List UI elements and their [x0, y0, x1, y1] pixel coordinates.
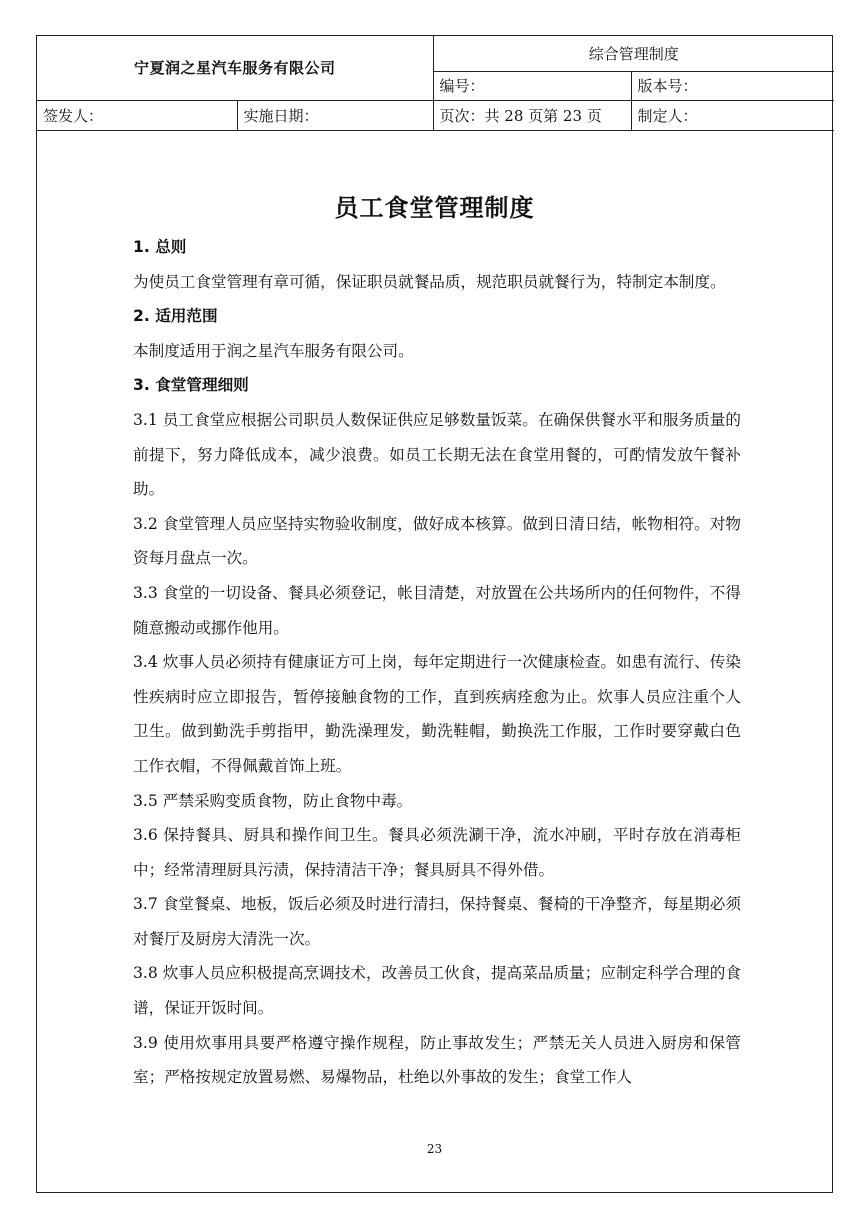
page-number: 23	[426, 1142, 443, 1156]
paragraph: 3.2 食堂管理人员应坚持实物验收制度，做好成本核算。做到日清日结，帐物相符。对物资每月盘点一次。	[133, 514, 741, 568]
section-heading: 2. 适用范围	[133, 307, 218, 326]
paragraph: 3.4 炊事人员必须持有健康证方可上岗，每年定期进行一次健康检查。如患有流行、传染性疾病时应立即报告，暂停接触食物的工作，直到疾病痊愈为止。炊事人员应注重个人卫生。做到勤洗手剪指甲，勤洗澡理发，勤洗鞋帽，勤换洗工作服，工作时要穿戴白色工作衣帽，不得佩戴首饰上班。	[133, 653, 741, 775]
number-label: 编号：	[433, 71, 631, 100]
header-table	[37, 36, 834, 131]
author-label: 制定人：	[631, 100, 834, 130]
document-title: 员工食堂管理制度	[334, 194, 535, 222]
document-body	[133, 230, 741, 1095]
paragraph: 3.5 严禁采购变质食物，防止食物中毒。	[133, 791, 413, 810]
issuer-label: 签发人：	[37, 100, 237, 130]
paragraph: 为使员工食堂管理有章可循，保证职员就餐品质，规范职员就餐行为，特制定本制度。	[133, 272, 726, 291]
paragraph: 3.3 食堂的一切设备、餐具必须登记，帐目清楚，对放置在公共场所内的任何物件，不得随意搬动或挪作他用。	[133, 583, 741, 637]
effective-date-label: 实施日期：	[237, 100, 433, 130]
paragraph: 本制度适用于润之星汽车服务有限公司。	[133, 341, 414, 360]
page-frame	[36, 35, 833, 1193]
page-info: 页次：共 28 页第 23 页	[433, 100, 631, 130]
paragraph: 3.8 炊事人员应积极提高烹调技术，改善员工伙食，提高菜品质量；应制定科学合理的食谱，保证开饭时间。	[133, 964, 741, 1018]
company-name: 宁夏润之星汽车服务有限公司	[37, 36, 433, 100]
paragraph: 3.1 员工食堂应根据公司职员人数保证供应足够数量饭菜。在确保供餐水平和服务质量的前提下，努力降低成本，减少浪费。如员工长期无法在食堂用餐的，可酌情发放午餐补助。	[133, 410, 741, 499]
section-heading: 3. 食堂管理细则	[133, 376, 249, 395]
paragraph: 3.6 保持餐具、厨具和操作间卫生。餐具必须洗涮干净，流水冲刷，平时存放在消毒柜中；经常清理厨具污渍，保持清洁干净；餐具厨具不得外借。	[133, 826, 741, 879]
section-heading: 1. 总则	[133, 238, 187, 256]
paragraph: 3.9 使用炊事用具要严格遵守操作规程，防止事故发生；严禁无关人员进入厨房和保管室；严格按规定放置易燃、易爆物品，杜绝以外事故的发生；食堂工作人	[133, 1033, 741, 1087]
paragraph: 3.7 食堂餐桌、地板，饭后必须及时进行清扫，保持餐桌、餐椅的干净整齐，每星期必须对餐厅及厨房大清洗一次。	[133, 895, 741, 948]
system-name: 综合管理制度	[433, 36, 834, 71]
version-label: 版本号：	[631, 71, 834, 100]
